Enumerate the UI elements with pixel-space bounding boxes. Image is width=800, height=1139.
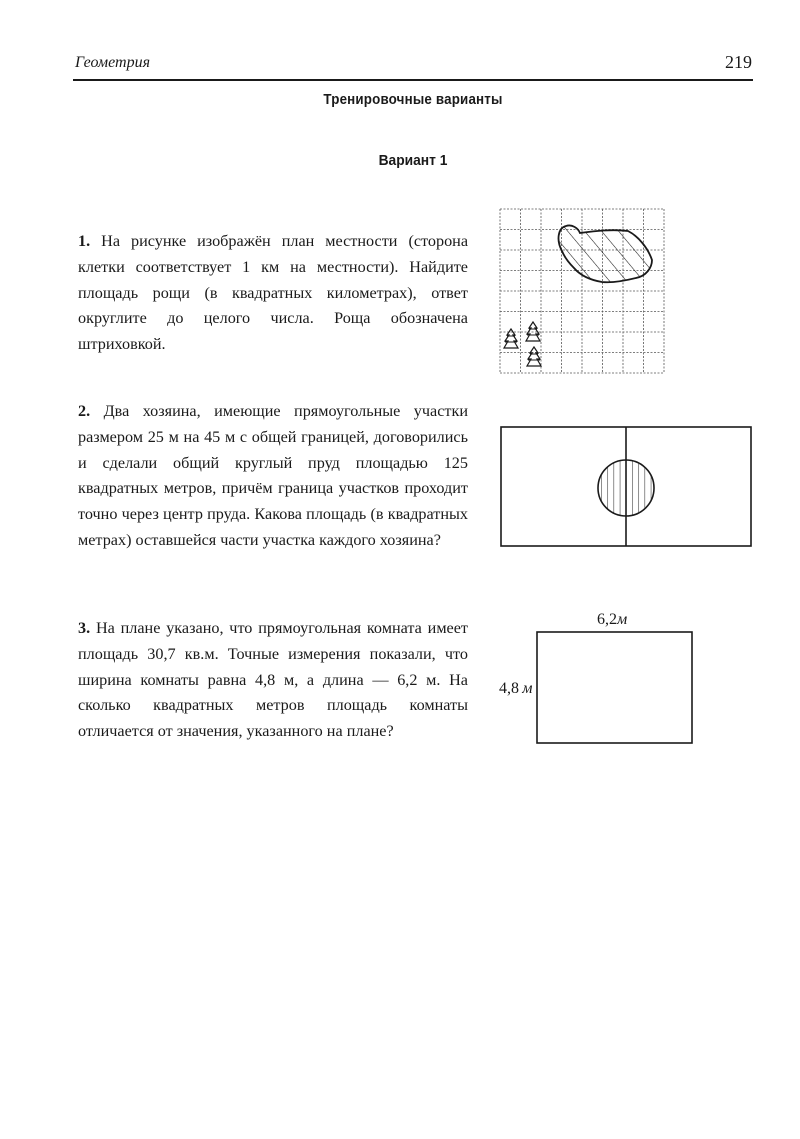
page-number: 219 [725, 52, 752, 72]
room-width-label [597, 611, 627, 629]
room-outline [537, 632, 692, 743]
map-grid-figure [500, 209, 664, 373]
room-height-label [499, 680, 532, 698]
section-title: Тренировочные варианты [323, 92, 503, 108]
room-figure [537, 632, 692, 743]
problem-number: 2. [78, 402, 91, 420]
room-height-value: 4,8 [499, 680, 519, 697]
problem-text: Два хозяина, имеющие прямоугольные участки размером 25 м на 45 м с общей границей, договорились и сделали общий круглый пруд площадью 125 квадратных метров, причём граница участков проходит точно через центр пруда. Какова площадь (в квадратных метрах) оставшейся части участка каждого хозяина? [78, 402, 468, 549]
tree-icon [526, 322, 540, 341]
problem-number: 1. [78, 232, 91, 250]
room-width-unit: м [617, 611, 628, 628]
problem-number: 3. [78, 619, 91, 637]
plots-pond-figure [501, 427, 751, 546]
grove-hatched-region [559, 225, 652, 282]
running-header-section: Геометрия [75, 54, 150, 71]
variant-title: Вариант 1 [378, 152, 448, 169]
room-width-value: 6,2 [597, 611, 617, 628]
problem-text: На рисунке изображён план местности (сторона клетки соответствует 1 км на местности). Найдите площадь рощи (в квадратных километрах), ответ округлите до целого числа. Роща обозначена штриховкой. [78, 232, 469, 354]
room-height-unit: м [522, 680, 533, 697]
tree-icon [527, 347, 541, 366]
problem-text: На плане указано, что прямоугольная комната имеет площадь 30,7 кв.м. Точные измерения показали, что ширина комнаты равна 4,8 м, а длина — 6,2 м. На сколько квадратных метров площадь комнаты отличается от значения, указанного на плане? [78, 619, 469, 741]
